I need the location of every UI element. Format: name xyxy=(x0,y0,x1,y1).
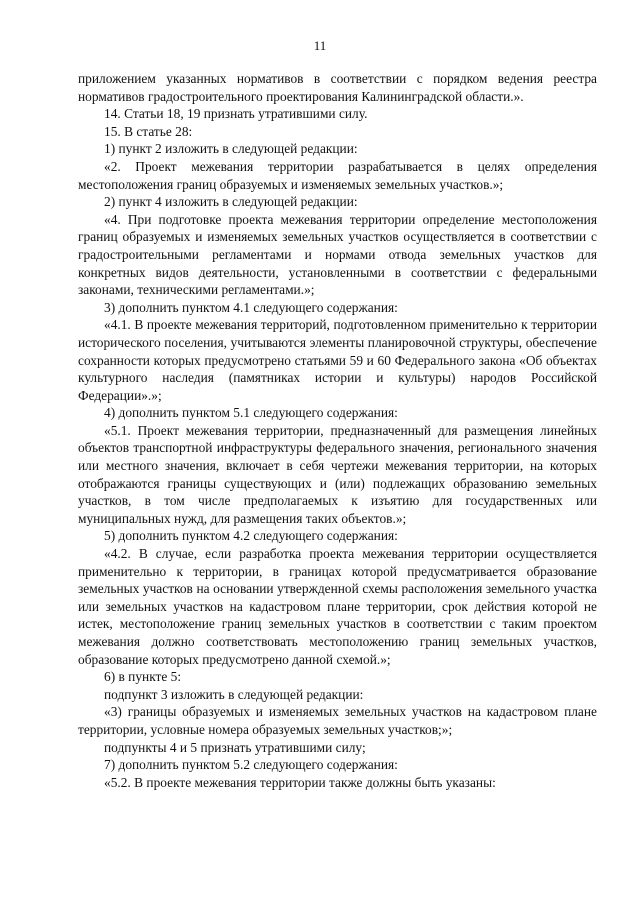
paragraph: подпункты 4 и 5 признать утратившими силу; xyxy=(104,739,366,755)
page-number: 11 xyxy=(313,38,327,53)
paragraph: подпункт 3 изложить в следующей редакции: xyxy=(104,686,364,702)
document-body xyxy=(78,70,597,791)
paragraph: «4. При подготовке проекта межевания территории определение местоположения границ образуемых и изменяемых земельных участков осуществляется в соответствии с градостроительными регламентами и нормами отвода земельных участков для конкретных видов деятельности, установленными в соответствии с федеральными законами, техническими регламентами.»; xyxy=(78,211,597,298)
paragraph: 14. Статьи 18, 19 признать утратившими силу. xyxy=(104,106,368,122)
paragraph: приложением указанных нормативов в соответствии с порядком ведения реестра нормативов градостроительного проектирования Калининградской области.». xyxy=(78,71,597,104)
paragraph: 5) дополнить пунктом 4.2 следующего содержания: xyxy=(104,528,398,544)
paragraph: 2) пункт 4 изложить в следующей редакции: xyxy=(104,194,358,210)
paragraph: «3) границы образуемых и изменяемых земельных участков на кадастровом плане территории, условные номера образуемых земельных участков;»; xyxy=(78,704,597,737)
paragraph: «5.2. В проекте межевания территории также должны быть указаны: xyxy=(104,774,496,790)
paragraph: «4.1. В проекте межевания территорий, подготовленном применительно к территории исторического поселения, учитываются элементы планировочной структуры, обеспечение сохранности которых предусмотрено статьями 59 и 60 Федерального закона «Об объектах культурного наследия (памятниках истории и культуры) народов Российской Федерации».»; xyxy=(78,317,597,403)
paragraph: «5.1. Проект межевания территории, предназначенный для размещения линейных объектов транспортной инфраструктуры федерального значения, регионального значения или местного значения, включает в себя чертежи межевания территории, на которых отображаются границы существующих и (или) подлежащих образованию земельных участков, в том числе предполагаемых к изъятию для государственных или муниципальных нужд, для размещения таких объектов.»; xyxy=(78,422,597,526)
paragraph: 6) в пункте 5: xyxy=(104,669,182,685)
paragraph: 1) пункт 2 изложить в следующей редакции: xyxy=(104,141,358,157)
paragraph: «2. Проект межевания территории разрабатывается в целях определения местоположения границ образуемых и изменяемых земельных участков.»; xyxy=(78,158,597,192)
paragraph: 4) дополнить пунктом 5.1 следующего содержания: xyxy=(104,405,398,421)
paragraph: 3) дополнить пунктом 4.1 следующего содержания: xyxy=(104,299,398,315)
paragraph: «4.2. В случае, если разработка проекта межевания территории осуществляется применительно к территории, в границах которой предусматривается образование земельных участков на основании утвержденной схемы расположения земельного участка или земельных участков на кадастровом плане территории, срок действия которой не истек, местоположение границ земельных участков в соответствии с таким проектом межевания должно соответствовать местоположению границ земельных участков, образование которых предусмотрено данной схемой.»; xyxy=(78,546,597,667)
paragraph: 7) дополнить пунктом 5.2 следующего содержания: xyxy=(104,757,398,773)
paragraph: 15. В статье 28: xyxy=(104,123,193,139)
